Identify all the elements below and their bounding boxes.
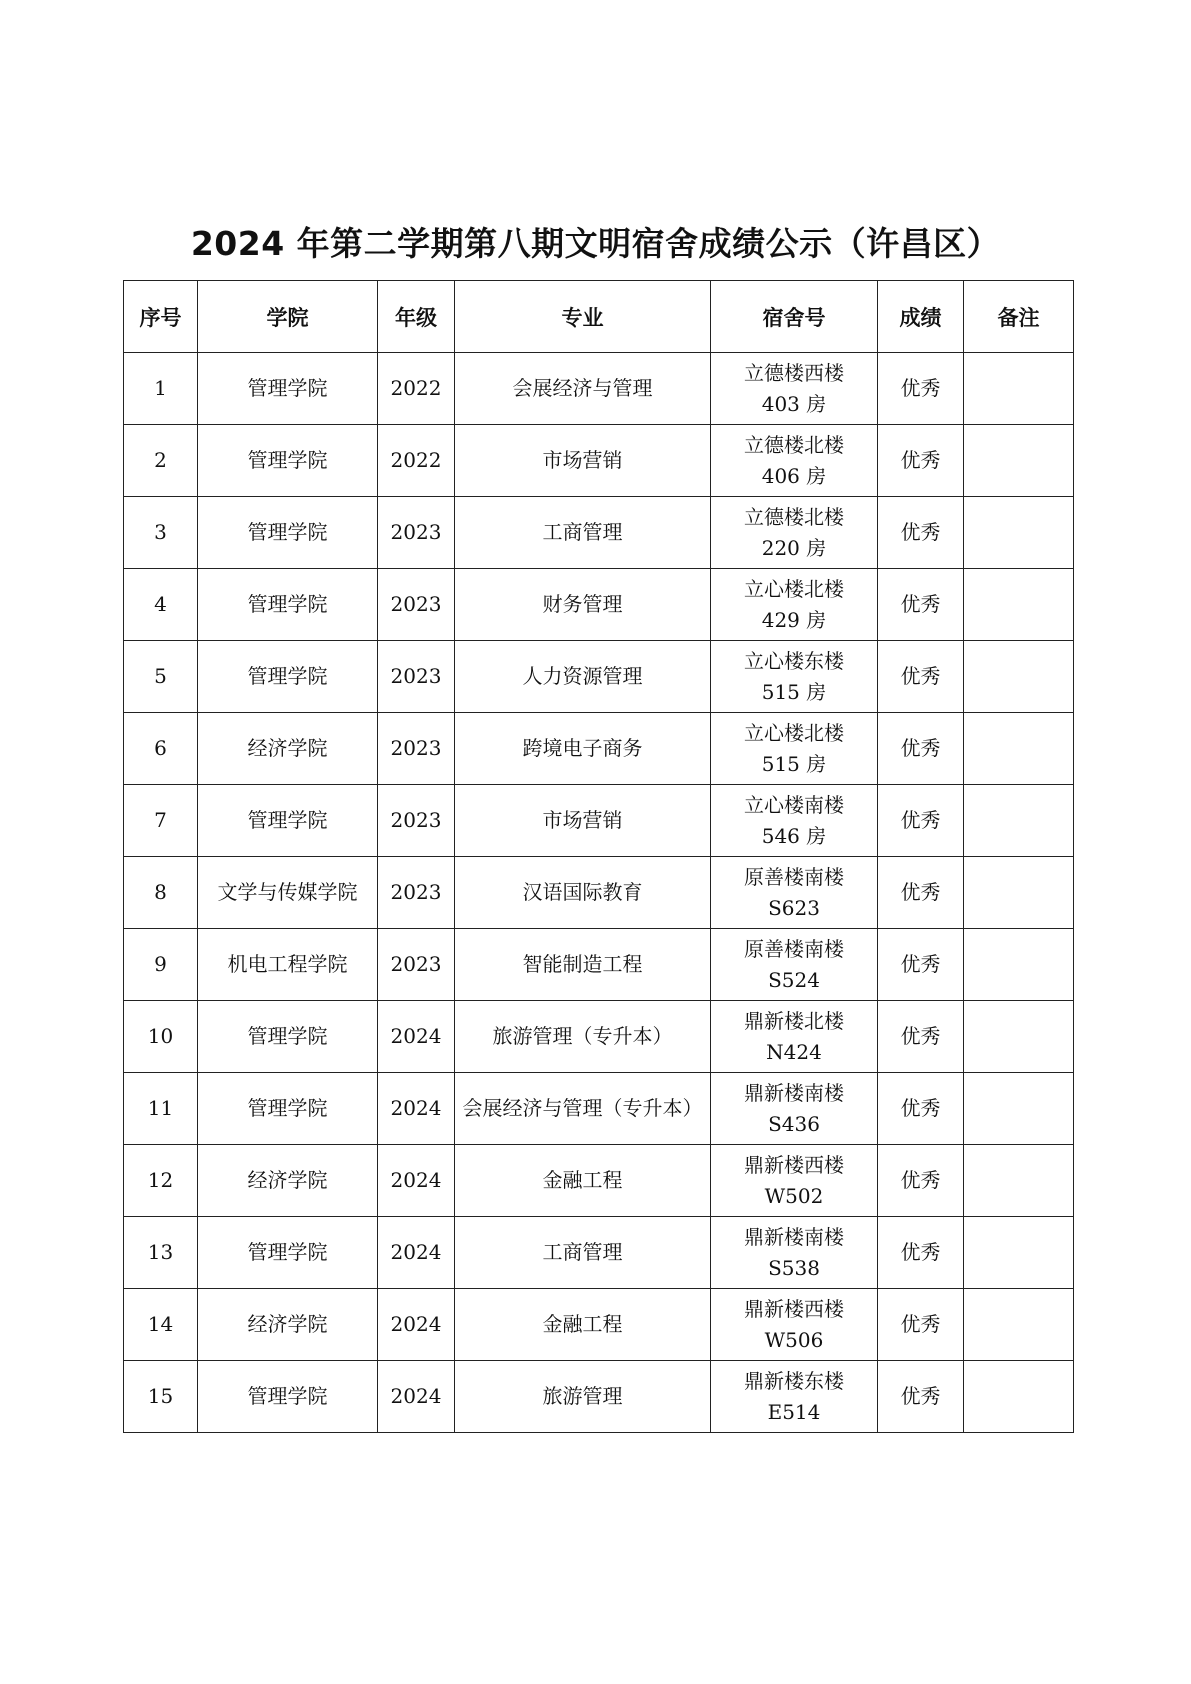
cell-grade: 2023	[378, 713, 455, 785]
dorm-room: 546 房	[761, 823, 827, 848]
dorm-building: 原善楼南楼	[744, 936, 844, 961]
dorm-building: 立心楼东楼	[744, 648, 844, 673]
dorm-room: 515 房	[761, 751, 827, 776]
dorm-room: 429 房	[761, 607, 827, 632]
cell-grade: 2024	[378, 1001, 455, 1073]
dorm-building: 立心楼北楼	[744, 720, 844, 745]
cell-grade: 2023	[378, 497, 455, 569]
dorm-room: S538	[768, 1255, 820, 1280]
cell-serial-number: 5	[124, 641, 198, 713]
cell-major: 工商管理	[455, 1217, 711, 1289]
dorm-room: 515 房	[761, 679, 827, 704]
cell-serial-number: 7	[124, 785, 198, 857]
cell-serial-number: 8	[124, 857, 198, 929]
header-major: 专业	[455, 281, 711, 353]
cell-grade: 2022	[378, 353, 455, 425]
cell-major: 智能制造工程	[455, 929, 711, 1001]
cell-college: 经济学院	[198, 1289, 378, 1361]
cell-college: 经济学院	[198, 1145, 378, 1217]
cell-major: 会展经济与管理	[455, 353, 711, 425]
cell-remarks	[964, 1217, 1074, 1289]
dorm-room: 406 房	[761, 463, 827, 488]
cell-result: 优秀	[878, 785, 964, 857]
cell-result: 优秀	[878, 353, 964, 425]
table-row	[124, 1361, 1074, 1433]
dorm-building: 立德楼北楼	[744, 504, 844, 529]
cell-college: 管理学院	[198, 1001, 378, 1073]
cell-college: 管理学院	[198, 1217, 378, 1289]
cell-dorm-number	[711, 569, 878, 641]
cell-college: 机电工程学院	[198, 929, 378, 1001]
dorm-room: S524	[768, 967, 820, 992]
cell-grade: 2023	[378, 641, 455, 713]
dorm-room: 220 房	[761, 535, 827, 560]
cell-serial-number: 11	[124, 1073, 198, 1145]
cell-major: 金融工程	[455, 1289, 711, 1361]
cell-result: 优秀	[878, 1001, 964, 1073]
cell-dorm-number	[711, 1361, 878, 1433]
dorm-building: 立心楼南楼	[744, 792, 844, 817]
dorm-room: N424	[766, 1039, 822, 1064]
dorm-building: 鼎新楼西楼	[744, 1296, 844, 1321]
table-row	[124, 1073, 1074, 1145]
cell-major: 人力资源管理	[455, 641, 711, 713]
cell-remarks	[964, 569, 1074, 641]
dorm-room: S623	[768, 895, 820, 920]
cell-college: 管理学院	[198, 785, 378, 857]
cell-remarks	[964, 497, 1074, 569]
header-college: 学院	[198, 281, 378, 353]
dorm-room: S436	[768, 1111, 820, 1136]
cell-major: 旅游管理（专升本）	[455, 1001, 711, 1073]
cell-serial-number: 9	[124, 929, 198, 1001]
cell-remarks	[964, 1073, 1074, 1145]
cell-result: 优秀	[878, 1073, 964, 1145]
cell-grade: 2023	[378, 569, 455, 641]
table-row	[124, 497, 1074, 569]
cell-college: 文学与传媒学院	[198, 857, 378, 929]
cell-serial-number: 1	[124, 353, 198, 425]
cell-result: 优秀	[878, 713, 964, 785]
cell-dorm-number	[711, 1001, 878, 1073]
table-row	[124, 425, 1074, 497]
cell-grade: 2024	[378, 1145, 455, 1217]
cell-result: 优秀	[878, 425, 964, 497]
cell-major: 金融工程	[455, 1145, 711, 1217]
cell-college: 管理学院	[198, 425, 378, 497]
cell-grade: 2024	[378, 1217, 455, 1289]
cell-major: 汉语国际教育	[455, 857, 711, 929]
header-remarks: 备注	[964, 281, 1074, 353]
cell-remarks	[964, 713, 1074, 785]
cell-serial-number: 13	[124, 1217, 198, 1289]
cell-serial-number: 6	[124, 713, 198, 785]
table-row	[124, 857, 1074, 929]
cell-dorm-number	[711, 641, 878, 713]
cell-dorm-number	[711, 785, 878, 857]
cell-dorm-number	[711, 353, 878, 425]
dorm-building: 立德楼西楼	[744, 360, 844, 385]
cell-remarks	[964, 1001, 1074, 1073]
cell-grade: 2024	[378, 1073, 455, 1145]
cell-major: 跨境电子商务	[455, 713, 711, 785]
dorm-room: 403 房	[761, 391, 827, 416]
dorm-room: W502	[764, 1183, 824, 1208]
cell-dorm-number	[711, 1217, 878, 1289]
dorm-building: 立德楼北楼	[744, 432, 844, 457]
cell-dorm-number	[711, 1289, 878, 1361]
header-result: 成绩	[878, 281, 964, 353]
dorm-room: W506	[764, 1327, 824, 1352]
dorm-room: E514	[767, 1399, 821, 1424]
dorm-building: 原善楼南楼	[744, 864, 844, 889]
cell-serial-number: 14	[124, 1289, 198, 1361]
dorm-building: 鼎新楼北楼	[744, 1008, 844, 1033]
table-row	[124, 1145, 1074, 1217]
cell-major: 市场营销	[455, 785, 711, 857]
cell-serial-number: 4	[124, 569, 198, 641]
dorm-building: 鼎新楼东楼	[744, 1368, 844, 1393]
header-serial-number: 序号	[124, 281, 198, 353]
cell-remarks	[964, 425, 1074, 497]
cell-result: 优秀	[878, 497, 964, 569]
cell-college: 管理学院	[198, 353, 378, 425]
cell-college: 管理学院	[198, 497, 378, 569]
cell-major: 会展经济与管理（专升本）	[455, 1073, 711, 1145]
cell-dorm-number	[711, 1145, 878, 1217]
cell-dorm-number	[711, 857, 878, 929]
cell-remarks	[964, 641, 1074, 713]
cell-grade: 2022	[378, 425, 455, 497]
table-row	[124, 569, 1074, 641]
cell-result: 优秀	[878, 929, 964, 1001]
cell-dorm-number	[711, 929, 878, 1001]
table-row	[124, 785, 1074, 857]
cell-result: 优秀	[878, 1289, 964, 1361]
table-row	[124, 1001, 1074, 1073]
table-row	[124, 641, 1074, 713]
table-row	[124, 1289, 1074, 1361]
cell-serial-number: 3	[124, 497, 198, 569]
cell-remarks	[964, 1289, 1074, 1361]
dorm-building: 立心楼北楼	[744, 576, 844, 601]
cell-result: 优秀	[878, 857, 964, 929]
cell-college: 管理学院	[198, 1361, 378, 1433]
table-row	[124, 353, 1074, 425]
dorm-building: 鼎新楼南楼	[744, 1080, 844, 1105]
cell-result: 优秀	[878, 1361, 964, 1433]
table-row	[124, 1217, 1074, 1289]
cell-dorm-number	[711, 1073, 878, 1145]
cell-major: 工商管理	[455, 497, 711, 569]
header-dorm-number: 宿舍号	[711, 281, 878, 353]
cell-result: 优秀	[878, 569, 964, 641]
cell-result: 优秀	[878, 1217, 964, 1289]
cell-college: 管理学院	[198, 569, 378, 641]
cell-remarks	[964, 785, 1074, 857]
cell-dorm-number	[711, 425, 878, 497]
cell-dorm-number	[711, 497, 878, 569]
cell-major: 财务管理	[455, 569, 711, 641]
cell-grade: 2023	[378, 857, 455, 929]
cell-college: 管理学院	[198, 1073, 378, 1145]
page-title: 2024 年第二学期第八期文明宿舍成绩公示（许昌区）	[190, 224, 1001, 263]
cell-grade: 2023	[378, 785, 455, 857]
cell-remarks	[964, 1145, 1074, 1217]
cell-remarks	[964, 929, 1074, 1001]
dormitory-results-table	[123, 280, 1074, 1433]
table-header-row	[124, 281, 1074, 353]
cell-major: 旅游管理	[455, 1361, 711, 1433]
cell-remarks	[964, 353, 1074, 425]
cell-serial-number: 12	[124, 1145, 198, 1217]
table-row	[124, 713, 1074, 785]
cell-college: 经济学院	[198, 713, 378, 785]
cell-remarks	[964, 857, 1074, 929]
cell-grade: 2024	[378, 1361, 455, 1433]
cell-serial-number: 2	[124, 425, 198, 497]
cell-college: 管理学院	[198, 641, 378, 713]
dorm-building: 鼎新楼南楼	[744, 1224, 844, 1249]
cell-dorm-number	[711, 713, 878, 785]
cell-remarks	[964, 1361, 1074, 1433]
cell-grade: 2023	[378, 929, 455, 1001]
cell-serial-number: 10	[124, 1001, 198, 1073]
cell-result: 优秀	[878, 641, 964, 713]
header-grade: 年级	[378, 281, 455, 353]
cell-major: 市场营销	[455, 425, 711, 497]
dorm-building: 鼎新楼西楼	[744, 1152, 844, 1177]
cell-serial-number: 15	[124, 1361, 198, 1433]
table-row	[124, 929, 1074, 1001]
cell-grade: 2024	[378, 1289, 455, 1361]
cell-result: 优秀	[878, 1145, 964, 1217]
